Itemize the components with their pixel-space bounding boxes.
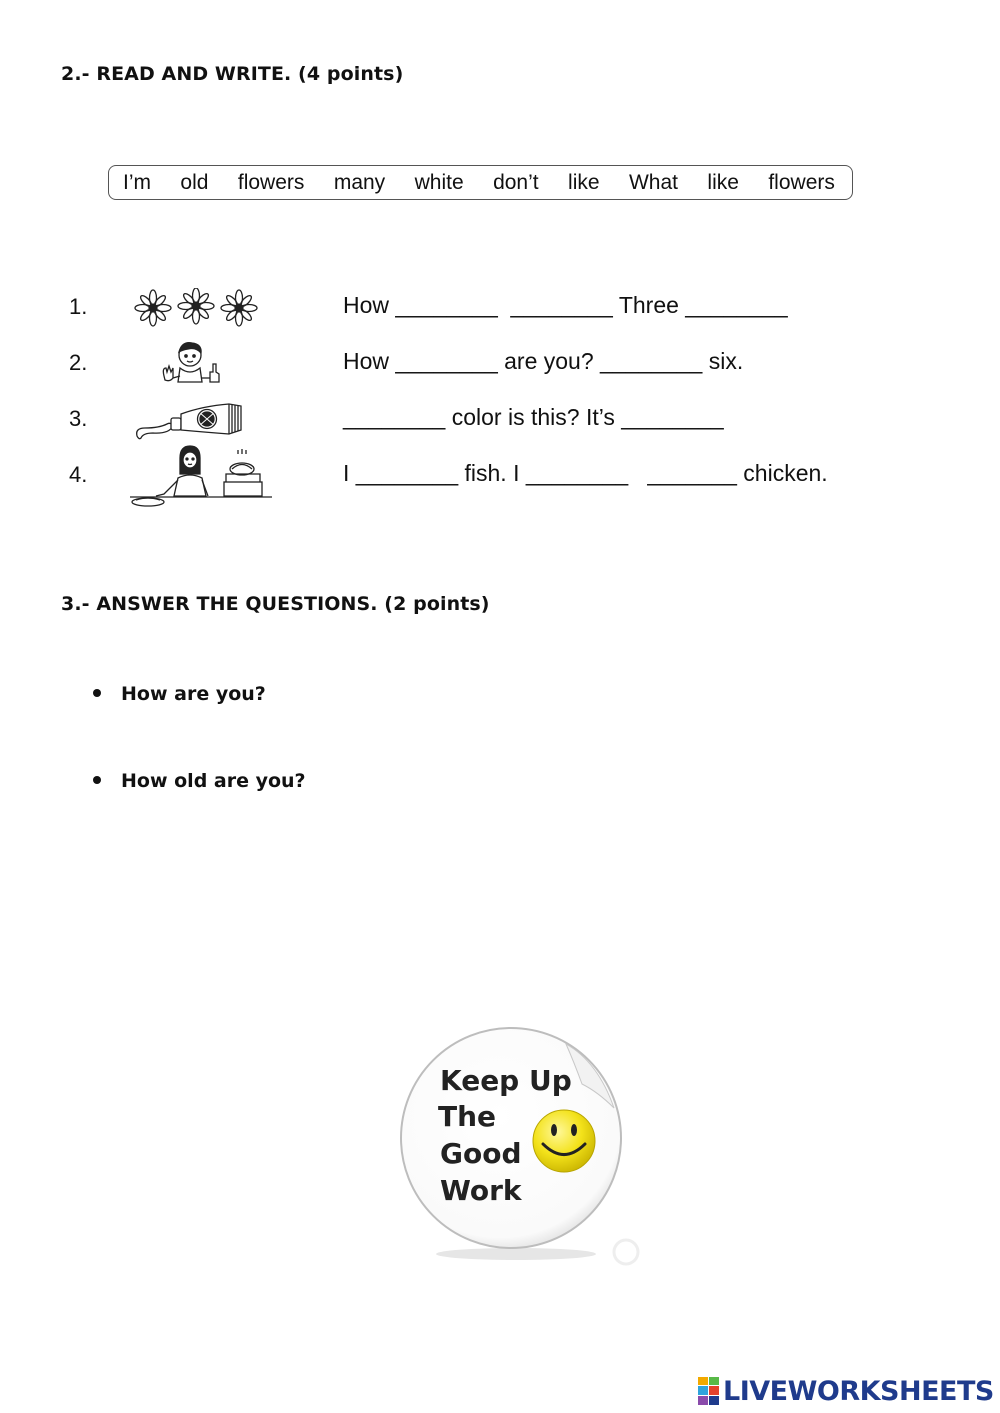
bullet-icon [93, 776, 101, 784]
list-item [93, 770, 306, 792]
word-bank-word: don’t [493, 170, 539, 194]
smiley-face-icon [533, 1110, 595, 1172]
question-text: ________ color is this? It’s ________ [343, 404, 724, 430]
word-bank-word: white [414, 170, 464, 194]
question-row-2 [0, 338, 1000, 394]
girl-eating-icon [128, 444, 274, 510]
question-row-4 [0, 450, 1000, 506]
question-row-3 [0, 394, 1000, 450]
question-number: 4. [69, 462, 88, 487]
word-bank-word: What [628, 170, 678, 194]
sticker-line: Work [440, 1174, 522, 1207]
question-number: 2. [69, 350, 88, 375]
question-number: 3. [69, 406, 88, 431]
liveworksheets-logo [698, 1376, 994, 1406]
bullet-icon [93, 689, 101, 697]
three-flowers-icon [133, 288, 261, 328]
section-3-title: 3.- ANSWER THE QUESTIONS. (2 points) [61, 593, 490, 615]
section-2-title: 2.- READ AND WRITE. (4 points) [61, 63, 404, 85]
question-text: I ________ fish. I ________ _______ chicken. [343, 460, 828, 486]
boy-six-fingers-icon [158, 338, 226, 386]
question-row-1 [0, 282, 1000, 338]
word-bank-word: flowers [768, 170, 835, 194]
word-bank-word: many [333, 170, 386, 194]
keep-up-good-work-sticker [398, 1022, 648, 1272]
word-bank-word: flowers [237, 170, 305, 194]
word-bank-word: old [180, 170, 209, 194]
sticker-line: Keep Up [440, 1064, 572, 1097]
logo-text: LIVEWORKSHEETS [723, 1375, 994, 1407]
list-item [93, 683, 266, 705]
logo-blocks-icon [698, 1377, 720, 1405]
paint-tube-icon [133, 400, 247, 442]
watermark-icon [614, 1240, 638, 1264]
question-number: 1. [69, 294, 88, 319]
sticker-line: The [438, 1100, 497, 1133]
word-bank-word: like [707, 170, 739, 194]
word-bank [108, 165, 853, 200]
word-bank-word: I’m [123, 170, 151, 194]
question-text: How ________ ________ Three ________ [343, 292, 788, 318]
question-label: How old are you? [121, 770, 306, 792]
word-bank-word: like [568, 170, 600, 194]
sticker-line: Good [440, 1137, 522, 1170]
question-label: How are you? [121, 683, 266, 705]
question-text: How ________ are you? ________ six. [343, 348, 744, 374]
